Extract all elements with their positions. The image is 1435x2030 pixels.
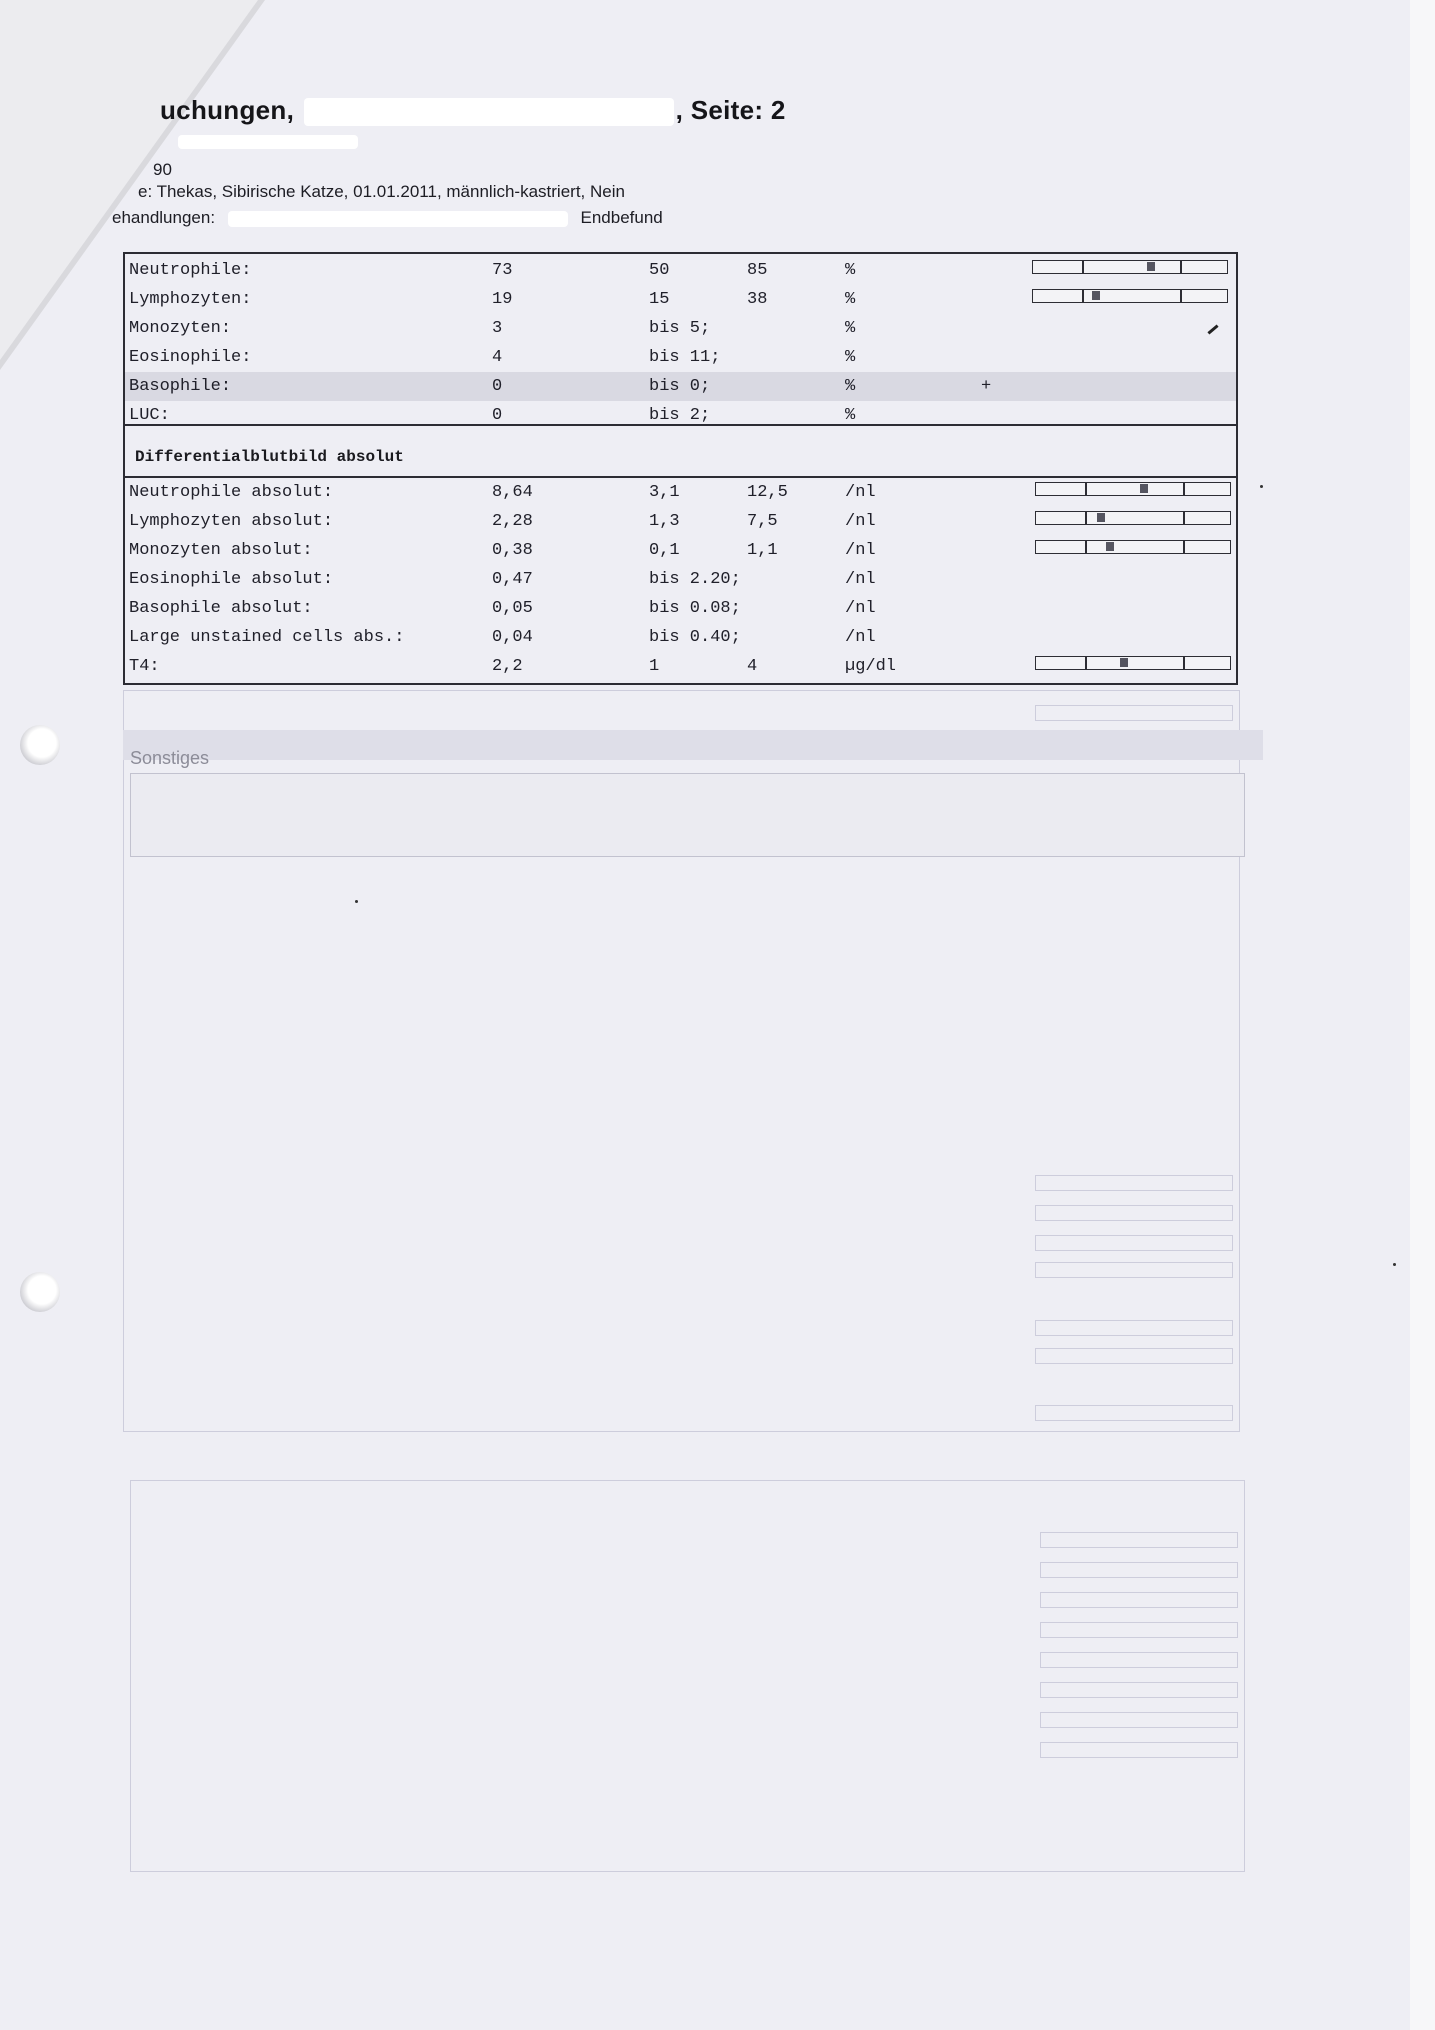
row-flag: + [981,377,992,396]
speck [1260,485,1263,488]
row-unit: /nl [845,541,876,560]
row-range-high: 85 [747,261,768,280]
row-value: 4 [492,348,503,367]
table-row [125,565,1236,594]
speck [1393,1263,1396,1266]
range-tick [1085,511,1087,525]
row-label: Eosinophile: [129,348,252,367]
page-title [160,95,786,126]
row-label: LUC: [129,406,170,425]
row-unit: µg/dl [845,657,897,676]
sonstiges-box [130,773,1245,857]
reference-range-bar [1035,482,1231,496]
row-range-low: 0,1 [649,541,680,560]
row-range-high: 1,1 [747,541,778,560]
patient-line: e: Thekas, Sibirische Katze, 01.01.2011, männlich-kastriert, Nein [138,182,625,201]
row-range-high: 12,5 [747,483,788,502]
row-value: 0,47 [492,570,533,589]
speck [355,900,358,903]
row-unit: % [845,319,856,338]
row-unit: % [845,261,856,280]
table-row [125,594,1236,623]
table-row [125,536,1236,565]
row-range-low: 15 [649,290,670,309]
range-tick [1082,260,1084,274]
row-label: Large unstained cells abs.: [129,628,405,647]
range-tick [1180,260,1182,274]
row-range-high: 4 [747,657,758,676]
row-range-high: 7,5 [747,512,778,531]
punch-hole-bottom [20,1272,60,1312]
table-row [125,652,1236,681]
row-label: Basophile: [129,377,232,396]
range-tick [1085,482,1087,496]
row-value: 0,38 [492,541,533,560]
row-value: 73 [492,261,513,280]
row-label: Basophile absolut: [129,599,313,618]
reference-range-bar [1032,289,1228,303]
range-tick [1183,482,1185,496]
row-unit: /nl [845,483,876,502]
row-range-low: bis 0.40; [649,628,741,647]
sonstiges-title: Sonstiges [130,748,210,768]
row-value: 0 [492,377,503,396]
title-end: , Seite: 2 [675,95,786,125]
table-row [125,478,1236,507]
range-tick [1183,540,1185,554]
row-value: 0 [492,406,503,425]
row-range-low: bis 2; [649,406,711,425]
punch-hole-top [20,725,60,765]
row-unit: /nl [845,599,876,618]
row-range-low: 3,1 [649,483,680,502]
row-label: Neutrophile absolut: [129,483,334,502]
row-label: Monozyten absolut: [129,541,313,560]
range-tick [1082,289,1084,303]
row-range-low: 1 [649,657,660,676]
value-marker [1120,658,1128,667]
row-unit: % [845,406,856,425]
value-marker [1097,513,1105,522]
absolute-section-title: Differentialblutbild absolut [135,448,404,466]
value-marker [1147,262,1155,271]
row-label: Eosinophile absolut: [129,570,334,589]
id-line: 90 [153,160,172,179]
row-range-low: bis 11; [649,348,721,367]
range-tick [1180,289,1182,303]
value-marker [1106,542,1114,551]
row-value: 8,64 [492,483,533,502]
blood-results-table [123,252,1238,685]
reference-range-bar [1032,260,1228,274]
redacted-subtitle [178,135,358,149]
value-marker [1140,484,1148,493]
treatments-line [112,208,663,228]
row-unit: /nl [845,570,876,589]
row-unit: /nl [845,512,876,531]
row-range-low: bis 5; [649,319,711,338]
row-label: T4: [129,657,160,676]
redacted-name [304,98,674,126]
row-value: 2,28 [492,512,533,531]
row-value: 2,2 [492,657,523,676]
range-tick [1183,511,1185,525]
row-value: 0,04 [492,628,533,647]
redacted-treatments [228,211,568,227]
row-unit: % [845,377,856,396]
table-row [125,507,1236,536]
row-range-low: 1,3 [649,512,680,531]
row-range-low: bis 0; [649,377,711,396]
row-label: Lymphozyten: [129,290,252,309]
table-row [125,372,1236,401]
row-unit: % [845,348,856,367]
row-range-low: 50 [649,261,670,280]
reference-range-bar [1035,656,1231,670]
row-range-high: 38 [747,290,768,309]
row-value: 3 [492,319,503,338]
table-row [125,314,1236,343]
treatments-label: ehandlungen: [112,208,216,227]
title-start: uchungen, [160,95,295,125]
value-marker [1092,291,1100,300]
row-unit: /nl [845,628,876,647]
reference-range-bar [1035,540,1231,554]
row-range-low: bis 2.20; [649,570,741,589]
row-label: Monozyten: [129,319,232,338]
row-label: Neutrophile: [129,261,252,280]
row-value: 0,05 [492,599,533,618]
table-row [125,285,1236,314]
reference-range-bar [1035,511,1231,525]
status-label: Endbefund [580,208,663,227]
sonstiges-band [123,730,1263,760]
row-range-low: bis 0.08; [649,599,741,618]
table-row [125,343,1236,372]
paper-edge [1410,0,1435,2030]
row-label: Lymphozyten absolut: [129,512,334,531]
range-tick [1085,656,1087,670]
table-row [125,623,1236,652]
range-tick [1085,540,1087,554]
table-row [125,401,1236,430]
row-value: 19 [492,290,513,309]
range-tick [1183,656,1185,670]
table-row [125,256,1236,285]
row-unit: % [845,290,856,309]
